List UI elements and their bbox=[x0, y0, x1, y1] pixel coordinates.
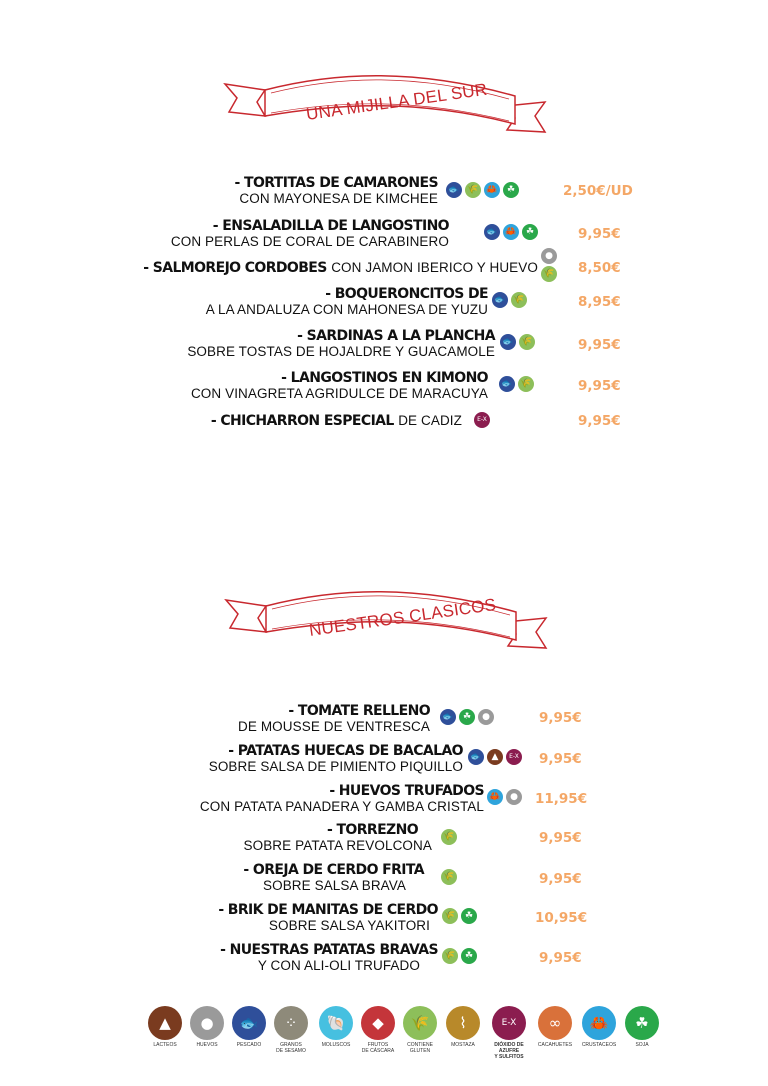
item-description: Y CON ALI-OLI TRUFADO bbox=[257, 958, 420, 973]
fish-icon: 🐟 bbox=[446, 182, 462, 198]
crab-icon: 🦀 bbox=[484, 182, 500, 198]
wheat-icon: 🌾 bbox=[442, 948, 458, 964]
soy-icon: ☘ bbox=[625, 1006, 659, 1040]
item-description: DE MOUSSE DE VENTRESCA bbox=[238, 719, 430, 734]
eggs-icon: ● bbox=[478, 709, 494, 725]
wheat-icon: 🌾 bbox=[441, 869, 457, 885]
item-description: SOBRE PATATA REVOLCONA bbox=[243, 838, 432, 853]
item-price: 11,95€ bbox=[535, 791, 588, 807]
item-name: - TORTITAS DE CAMARONES bbox=[234, 175, 438, 191]
legend-label: HUEVOS bbox=[196, 1042, 218, 1048]
menu-item bbox=[187, 328, 495, 360]
allergen-icons bbox=[492, 292, 527, 308]
item-price: 2,50€/UD bbox=[563, 183, 633, 199]
sesame-icon: ⁘ bbox=[274, 1006, 308, 1040]
item-name: - OREJA DE CERDO FRITA bbox=[243, 862, 424, 878]
legend-item-crustaceos bbox=[580, 1006, 618, 1048]
item-price: 9,95€ bbox=[578, 337, 621, 353]
item-name: - PATATAS HUECAS DE BACALAO bbox=[228, 743, 463, 759]
legend-label: FRUTOS DE CÁSCARA bbox=[361, 1042, 395, 1054]
soy-icon: ☘ bbox=[522, 224, 538, 240]
item-name: - HUEVOS TRUFADOS bbox=[329, 783, 484, 799]
fish-icon: 🐟 bbox=[484, 224, 500, 240]
soy-icon: ☘ bbox=[461, 908, 477, 924]
item-price: 9,95€ bbox=[539, 871, 582, 887]
allergen-icons bbox=[468, 749, 522, 765]
item-price: 8,50€ bbox=[578, 260, 621, 276]
legend-label: SOJA bbox=[635, 1042, 649, 1048]
nuts-icon: ◆ bbox=[361, 1006, 395, 1040]
legend-label: MOSTAZA bbox=[451, 1042, 475, 1048]
shell-icon: 🐚 bbox=[319, 1006, 353, 1040]
item-description: CON VINAGRETA AGRIDULCE DE MARACUYA bbox=[190, 386, 488, 401]
allergen-icons bbox=[487, 789, 522, 805]
wheat-icon: 🌾 bbox=[541, 266, 557, 282]
allergen-icons bbox=[442, 908, 477, 924]
item-description: SOBRE SALSA YAKITORI bbox=[268, 918, 430, 933]
legend-label: PESCADO bbox=[236, 1042, 262, 1048]
allergen-icons bbox=[474, 412, 490, 428]
soy-icon: ☘ bbox=[461, 948, 477, 964]
allergen-icons bbox=[442, 948, 477, 964]
peanut-icon: ∞ bbox=[538, 1006, 572, 1040]
soy-icon: ☘ bbox=[503, 182, 519, 198]
legend-label: GRANOS DE SESAMO bbox=[276, 1042, 306, 1054]
legend-label: CACAHUETES bbox=[537, 1042, 573, 1048]
item-description: DE CADIZ bbox=[398, 413, 462, 428]
menu-item bbox=[220, 942, 438, 974]
legend-item-moluscos bbox=[317, 1006, 355, 1048]
allergen-icons bbox=[446, 182, 519, 198]
item-description: CON JAMON IBERICO Y HUEVO bbox=[331, 260, 538, 275]
allergen-icons bbox=[441, 869, 457, 885]
item-name: - CHICHARRON ESPECIAL bbox=[210, 413, 394, 429]
crab-icon: 🦀 bbox=[582, 1006, 616, 1040]
item-name: - ENSALADILLA DE LANGOSTINO bbox=[212, 218, 449, 234]
fish-icon: 🐟 bbox=[468, 749, 484, 765]
item-description: CON MAYONESA DE KIMCHEE bbox=[239, 191, 438, 206]
item-price: 8,95€ bbox=[578, 294, 621, 310]
item-name: - BOQUERONCITOS DE bbox=[325, 286, 488, 302]
eggs-icon: ● bbox=[190, 1006, 224, 1040]
legend-label: DIÓXIDO DE AZUFRE Y SULFITOS bbox=[494, 1042, 524, 1060]
soy-icon: ☘ bbox=[459, 709, 475, 725]
allergen-icons bbox=[441, 829, 457, 845]
legend-item-soja bbox=[623, 1006, 661, 1048]
wheat-icon: 🌾 bbox=[518, 376, 534, 392]
legend-item-cacahuetes bbox=[536, 1006, 574, 1048]
item-description: SOBRE TOSTAS DE HOJALDRE Y GUACAMOLE bbox=[187, 344, 495, 359]
legend-label: CRUSTACEOS bbox=[581, 1042, 617, 1048]
allergen-icons bbox=[499, 376, 534, 392]
wheat-icon: 🌾 bbox=[442, 908, 458, 924]
menu-item bbox=[191, 370, 488, 402]
legend-item-sulfitos bbox=[487, 1006, 531, 1060]
fish-icon: 🐟 bbox=[440, 709, 456, 725]
item-price: 9,95€ bbox=[539, 751, 582, 767]
fish-icon: 🐟 bbox=[492, 292, 508, 308]
item-name: - SALMOREJO CORDOBES bbox=[143, 260, 327, 276]
wheat-icon: 🌾 bbox=[403, 1006, 437, 1040]
menu-item bbox=[211, 413, 462, 429]
sulphites-icon: E-X bbox=[474, 412, 490, 428]
legend-label: CONTIENE GLUTEN bbox=[407, 1042, 433, 1054]
ribbon-banner-graphic bbox=[215, 62, 555, 140]
menu-item bbox=[218, 902, 438, 934]
wheat-icon: 🌾 bbox=[441, 829, 457, 845]
allergen-icons bbox=[541, 248, 557, 282]
sulphites-icon: E-X bbox=[506, 749, 522, 765]
item-price: 9,95€ bbox=[539, 710, 582, 726]
milk-jug-icon: ▲ bbox=[487, 749, 503, 765]
item-price: 9,95€ bbox=[578, 413, 621, 429]
sulphites-icon: E-X bbox=[492, 1006, 526, 1040]
section-title: NUESTROS CLASICOS bbox=[307, 594, 498, 640]
allergen-legend bbox=[140, 1006, 670, 1066]
legend-item-mostaza bbox=[444, 1006, 482, 1048]
menu-item bbox=[244, 822, 433, 854]
mustard-icon: ⌇ bbox=[446, 1006, 480, 1040]
menu-item bbox=[200, 783, 484, 815]
item-name: - TORREZNO bbox=[326, 822, 418, 838]
item-price: 10,95€ bbox=[535, 910, 588, 926]
section-title: UNA MIJILLA DEL SUR bbox=[304, 79, 489, 124]
eggs-icon: ● bbox=[506, 789, 522, 805]
crab-icon: 🦀 bbox=[487, 789, 503, 805]
item-description: CON PATATA PANADERA Y GAMBA CRISTAL bbox=[199, 799, 484, 814]
item-description: A LA ANDALUZA CON MAHONESA DE YUZU bbox=[205, 302, 488, 317]
section-banner bbox=[216, 578, 556, 656]
item-price: 9,95€ bbox=[578, 378, 621, 394]
item-price: 9,95€ bbox=[539, 950, 582, 966]
menu-item bbox=[209, 743, 463, 775]
menu-item bbox=[235, 175, 438, 207]
allergen-icons bbox=[440, 709, 494, 725]
legend-item-lacteos bbox=[146, 1006, 184, 1048]
legend-item-huevos bbox=[188, 1006, 226, 1048]
item-name: - TOMATE RELLENO bbox=[288, 703, 430, 719]
item-name: - SARDINAS A LA PLANCHA bbox=[297, 328, 495, 344]
fish-icon: 🐟 bbox=[232, 1006, 266, 1040]
menu-item bbox=[206, 286, 488, 318]
legend-item-sesamo bbox=[272, 1006, 310, 1054]
item-name: - NUESTRAS PATATAS BRAVAS bbox=[220, 942, 438, 958]
wheat-icon: 🌾 bbox=[511, 292, 527, 308]
ribbon-banner-graphic bbox=[216, 578, 556, 656]
menu-item bbox=[243, 862, 424, 894]
fish-icon: 🐟 bbox=[499, 376, 515, 392]
legend-label: MOLUSCOS bbox=[321, 1042, 351, 1048]
item-name: - LANGOSTINOS EN KIMONO bbox=[281, 370, 488, 386]
milk-jug-icon: ▲ bbox=[148, 1006, 182, 1040]
item-price: 9,95€ bbox=[578, 226, 621, 242]
menu-item bbox=[238, 703, 430, 735]
menu-item bbox=[143, 260, 538, 276]
allergen-icons bbox=[500, 334, 535, 350]
legend-item-frutos bbox=[359, 1006, 397, 1054]
allergen-icons bbox=[484, 224, 538, 240]
section-banner bbox=[215, 62, 555, 140]
wheat-icon: 🌾 bbox=[519, 334, 535, 350]
item-price: 9,95€ bbox=[539, 830, 582, 846]
wheat-icon: 🌾 bbox=[465, 182, 481, 198]
item-name: - BRIK DE MANITAS DE CERDO bbox=[218, 902, 438, 918]
fish-icon: 🐟 bbox=[500, 334, 516, 350]
crab-icon: 🦀 bbox=[503, 224, 519, 240]
legend-label: LACTEOS bbox=[153, 1042, 177, 1048]
legend-item-pescado bbox=[230, 1006, 268, 1048]
item-description: SOBRE SALSA DE PIMIENTO PIQUILLO bbox=[208, 759, 463, 774]
item-description: SOBRE SALSA BRAVA bbox=[262, 878, 406, 893]
legend-item-gluten bbox=[401, 1006, 439, 1054]
eggs-icon: ● bbox=[541, 248, 557, 264]
item-description: CON PERLAS DE CORAL DE CARABINERO bbox=[170, 234, 449, 249]
menu-item bbox=[171, 218, 449, 250]
